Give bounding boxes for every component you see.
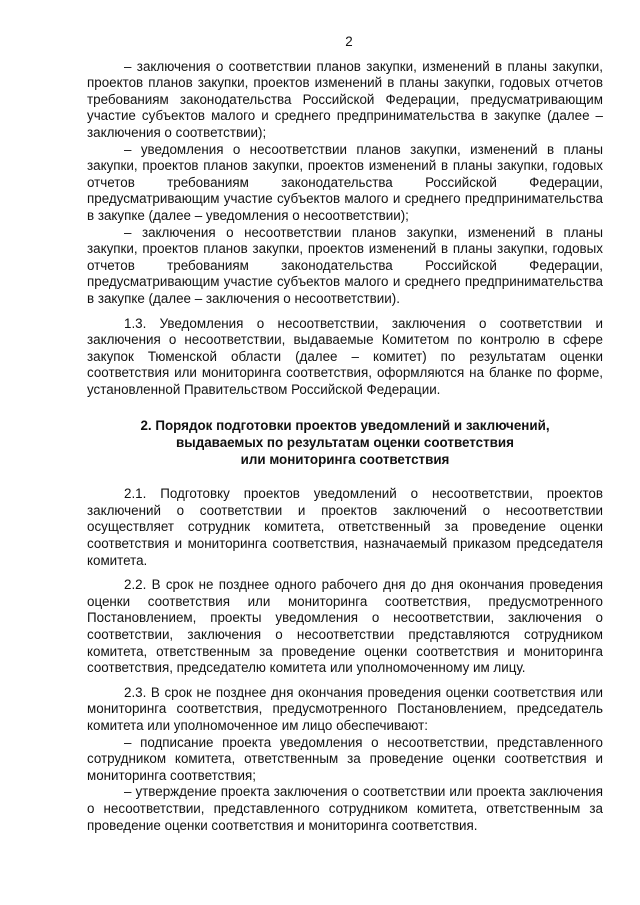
paragraph-item-notices-noncompliance: – уведомления о несоответствии планов закупки, изменений в планы закупки, проектов планов закупки, проектов изменений в планы закупки, годовых отчетов требованиям законодательства Российской Федерации, предусматривающим участие субъектов малого и среднего предпринимательства в закупке (далее – уведомления о несоответствии); [87, 141, 603, 223]
paragraph-2-3-item-signing: – подписание проекта уведомления о несоответствии, представленного сотрудником комитета, ответственным за проведение оценки соответствия и мониторинга соответствия; [87, 734, 603, 783]
section-2-heading-line: или мониторинга соответствия [240, 451, 450, 467]
paragraph-item-conclusions-noncompliance: – заключения о несоответствии планов закупки, изменений в планы закупки, проектов планов закупки, проектов изменений в планы закупки, годовых отчетов требованиям законодательства Российской Федерации, предусматривающим участие субъектов малого и среднего предпринимательства в закупке (далее – заключения о несоответствии). [87, 224, 603, 306]
paragraph-1-3: 1.3. Уведомления о несоответствии, заключения о соответствии и заключения о несоответствии, выдаваемые Комитетом по контролю в сфере закупок Тюменской области (далее – комитет) по результатам оценки соответствия или мониторинга соответствия, оформляются на бланке по форме, установленной Правительством Российской Федерации. [87, 315, 603, 397]
section-2-heading [87, 418, 603, 468]
page-number: 2 [345, 34, 353, 49]
document-page [87, 34, 603, 834]
paragraph-2-3-item-approval: – утверждение проекта заключения о соответствии или проекта заключения о несоответствии, представленного сотрудником комитета, ответственным за проведение оценки соответствия и мониторинга соответствия. [87, 784, 603, 833]
section-2-heading-line: выдаваемых по результатам оценки соответствия [176, 435, 514, 451]
paragraph-item-conclusions-compliance: – заключения о соответствии планов закупки, изменений в планы закупки, проектов планов закупки, проектов изменений в планы закупки, годовых отчетов требованиям законодательства Российской Федерации, предусматривающим участие субъектов малого и среднего предпринимательства в закупке (далее – заключения о соответствии); [87, 58, 603, 140]
paragraph-2-1: 2.1. Подготовку проектов уведомлений о несоответствии, проектов заключений о соответствии и проектов заключений о несоответствии осуществляет сотрудник комитета, ответственный за проведение оценки соответствия и мониторинга соответствия, назначаемый приказом председателя комитета. [87, 486, 603, 568]
section-2-heading-line: 2. Порядок подготовки проектов уведомлений и заключений, [140, 418, 550, 434]
paragraph-2-3: 2.3. В срок не позднее дня окончания проведения оценки соответствия или мониторинга соответствия, предусмотренного Постановлением, председатель комитета или уполномоченное им лицо обеспечивают: [87, 684, 603, 733]
paragraph-2-2: 2.2. В срок не позднее одного рабочего дня до дня окончания проведения оценки соответствия или мониторинга соответствия, предусмотренного Постановлением, проекты уведомления о несоответствии, заключения о соответствии, заключения о несоответствии представляются сотрудником комитета, ответственным за проведение оценки соответствия и мониторинга соответствия, председателю комитета или уполномоченному им лицу. [87, 577, 603, 676]
